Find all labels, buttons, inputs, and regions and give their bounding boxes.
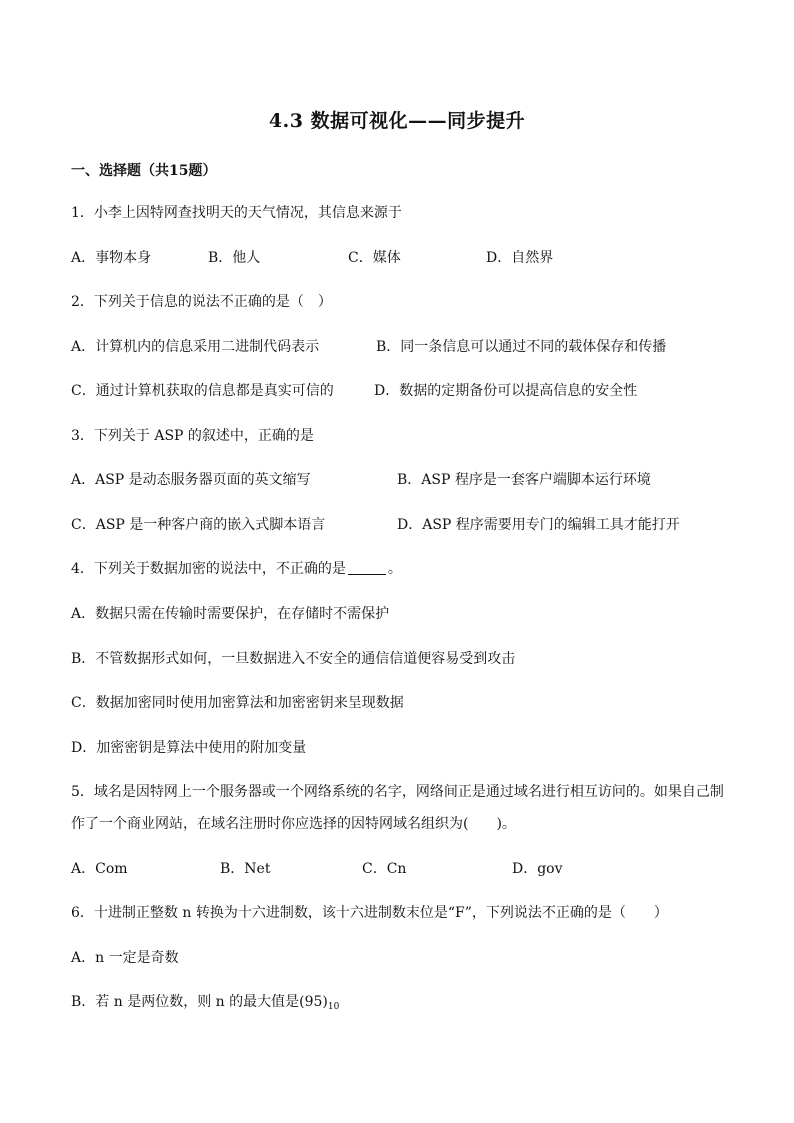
page-title: 4.3 数据可视化——同步提升 [268, 110, 526, 132]
question-3-option-c: C．ASP 是一种客户商的嵌入式脚本语言 [71, 517, 326, 533]
question-1-option-c: C．媒体 [348, 250, 401, 266]
question-4-stem [71, 558, 402, 578]
question-5-option-c: C．Cn [362, 861, 407, 877]
question-4-stem-end: 。 [387, 561, 402, 577]
question-3-option-d: D．ASP 程序需要用专门的编辑工具才能打开 [397, 517, 680, 533]
question-2-option-d: D．数据的定期备份可以提高信息的安全性 [374, 383, 638, 399]
question-5-stem-line-1: 5．域名是因特网上一个服务器或一个网络系统的名字，网络间正是通过域名进行相互访问的。如果自己制 [71, 784, 724, 800]
question-6-option-a: A．n 一定是奇数 [71, 950, 179, 966]
question-3-option-b: B．ASP 程序是一套客户端脚本运行环境 [397, 472, 651, 488]
question-2-stem: 2．下列关于信息的说法不正确的是（ ） [71, 294, 332, 310]
question-4-option-b: B．不管数据形式如何，一旦数据进入不安全的通信信道便容易受到攻击 [71, 651, 516, 667]
question-4-stem-text: 4．下列关于数据加密的说法中，不正确的是 [71, 561, 346, 577]
question-6-option-b [71, 991, 339, 1012]
question-6-stem: 6．十进制正整数 n 转换为十六进制数，该十六进制数末位是“F”，下列说法不正确的是（ ） [71, 905, 668, 921]
question-2-option-a: A．计算机内的信息采用二进制代码表示 [71, 339, 320, 355]
base-subscript: 10 [327, 1002, 340, 1012]
question-5-stem-line-2: 作了一个商业网站，在域名注册时你应选择的因特网域名组织为( )。 [71, 816, 516, 832]
question-6-option-b-text: B．若 n 是两位数，则 n 的最大值是(95) [71, 994, 328, 1010]
question-1-stem: 1．小李上因特网查找明天的天气情况，其信息来源于 [71, 205, 402, 221]
question-2-option-b: B．同一条信息可以通过不同的载体保存和传播 [376, 339, 667, 355]
question-3-option-a: A．ASP 是动态服务器页面的英文缩写 [71, 472, 311, 488]
question-3-stem: 3．下列关于 ASP 的叙述中，正确的是 [71, 428, 314, 444]
question-4-option-a: A．数据只需在传输时需要保护，在存储时不需保护 [71, 606, 390, 622]
question-1-option-d: D．自然界 [486, 250, 554, 266]
question-5-option-b: B．Net [220, 861, 271, 877]
question-5-option-a: A．Com [71, 861, 128, 877]
question-2-option-c: C．通过计算机获取的信息都是真实可信的 [71, 383, 334, 399]
question-4-option-d: D．加密密钥是算法中使用的附加变量 [71, 740, 307, 756]
question-4-option-c: C．数据加密同时使用加密算法和加密密钥来呈现数据 [71, 695, 404, 711]
question-1-option-a: A．事物本身 [71, 250, 152, 266]
answer-blank [348, 560, 386, 575]
question-5-option-d: D．gov [512, 861, 563, 877]
section-heading: 一、选择题（共15题） [71, 163, 217, 179]
question-1-option-b: B．他人 [208, 250, 261, 266]
